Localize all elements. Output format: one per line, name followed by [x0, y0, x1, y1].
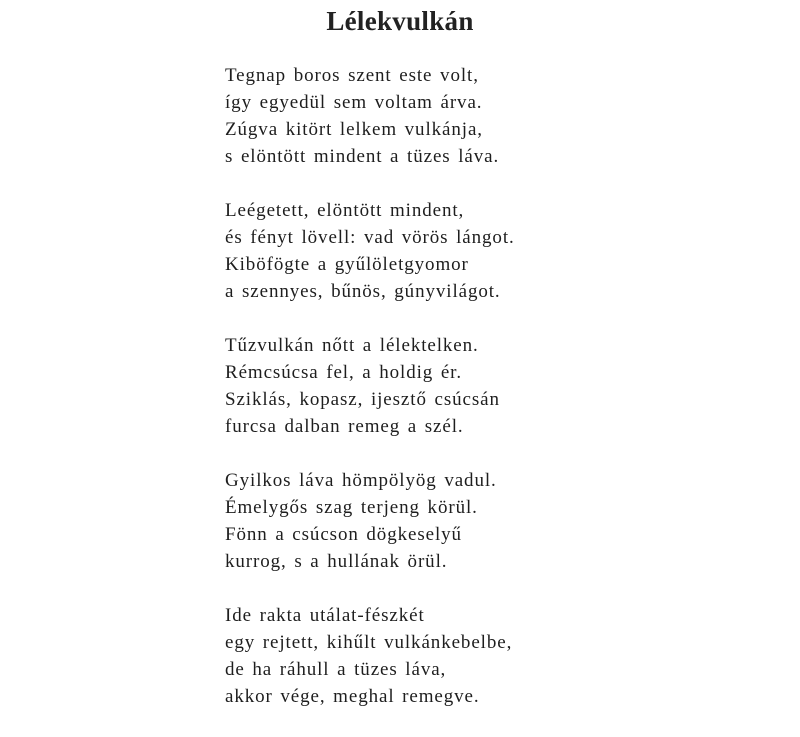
poem-line: Gyilkos láva hömpölyög vadul.	[225, 470, 497, 491]
poem-line: Ide rakta utálat-fészkét	[225, 605, 425, 626]
poem-line: Fönn a csúcson dögkeselyű	[225, 524, 462, 545]
poem-line: akkor vége, meghal remegve.	[225, 686, 480, 707]
poem-line: egy rejtett, kihűlt vulkánkebelbe,	[225, 632, 513, 653]
stanza-2	[225, 197, 515, 305]
poem-line: de ha ráhull a tüzes láva,	[225, 659, 447, 680]
poem-line: Tűzvulkán nőtt a lélektelken.	[225, 335, 479, 356]
stanza-5	[225, 602, 515, 710]
poem-line: Leégetett, elöntött mindent,	[225, 200, 465, 221]
poem-title: Lélekvulkán	[326, 6, 474, 36]
stanza-1	[225, 62, 515, 170]
poem-body	[225, 62, 515, 737]
poem-line: Sziklás, kopasz, ijesztő csúcsán	[225, 389, 500, 410]
poem-line: a szennyes, bűnös, gúnyvilágot.	[225, 281, 501, 302]
stanza-3	[225, 332, 515, 440]
poem-line: és fényt lövell: vad vörös lángot.	[225, 227, 515, 248]
poem-line: s elöntött mindent a tüzes láva.	[225, 146, 500, 167]
poem-line: kurrog, s a hullának örül.	[225, 551, 448, 572]
poem-line: Kiböfögte a gyűlöletgyomor	[225, 254, 469, 275]
poem-line: Émelygős szag terjeng körül.	[225, 497, 478, 518]
poem-line: Zúgva kitört lelkem vulkánja,	[225, 119, 483, 140]
poem-line: Rémcsúcsa fel, a holdig ér.	[225, 362, 463, 383]
stanza-4	[225, 467, 515, 575]
poem-line: Tegnap boros szent este volt,	[225, 65, 479, 86]
poem-line: furcsa dalban remeg a szél.	[225, 416, 464, 437]
poem-line: így egyedül sem voltam árva.	[225, 92, 483, 113]
